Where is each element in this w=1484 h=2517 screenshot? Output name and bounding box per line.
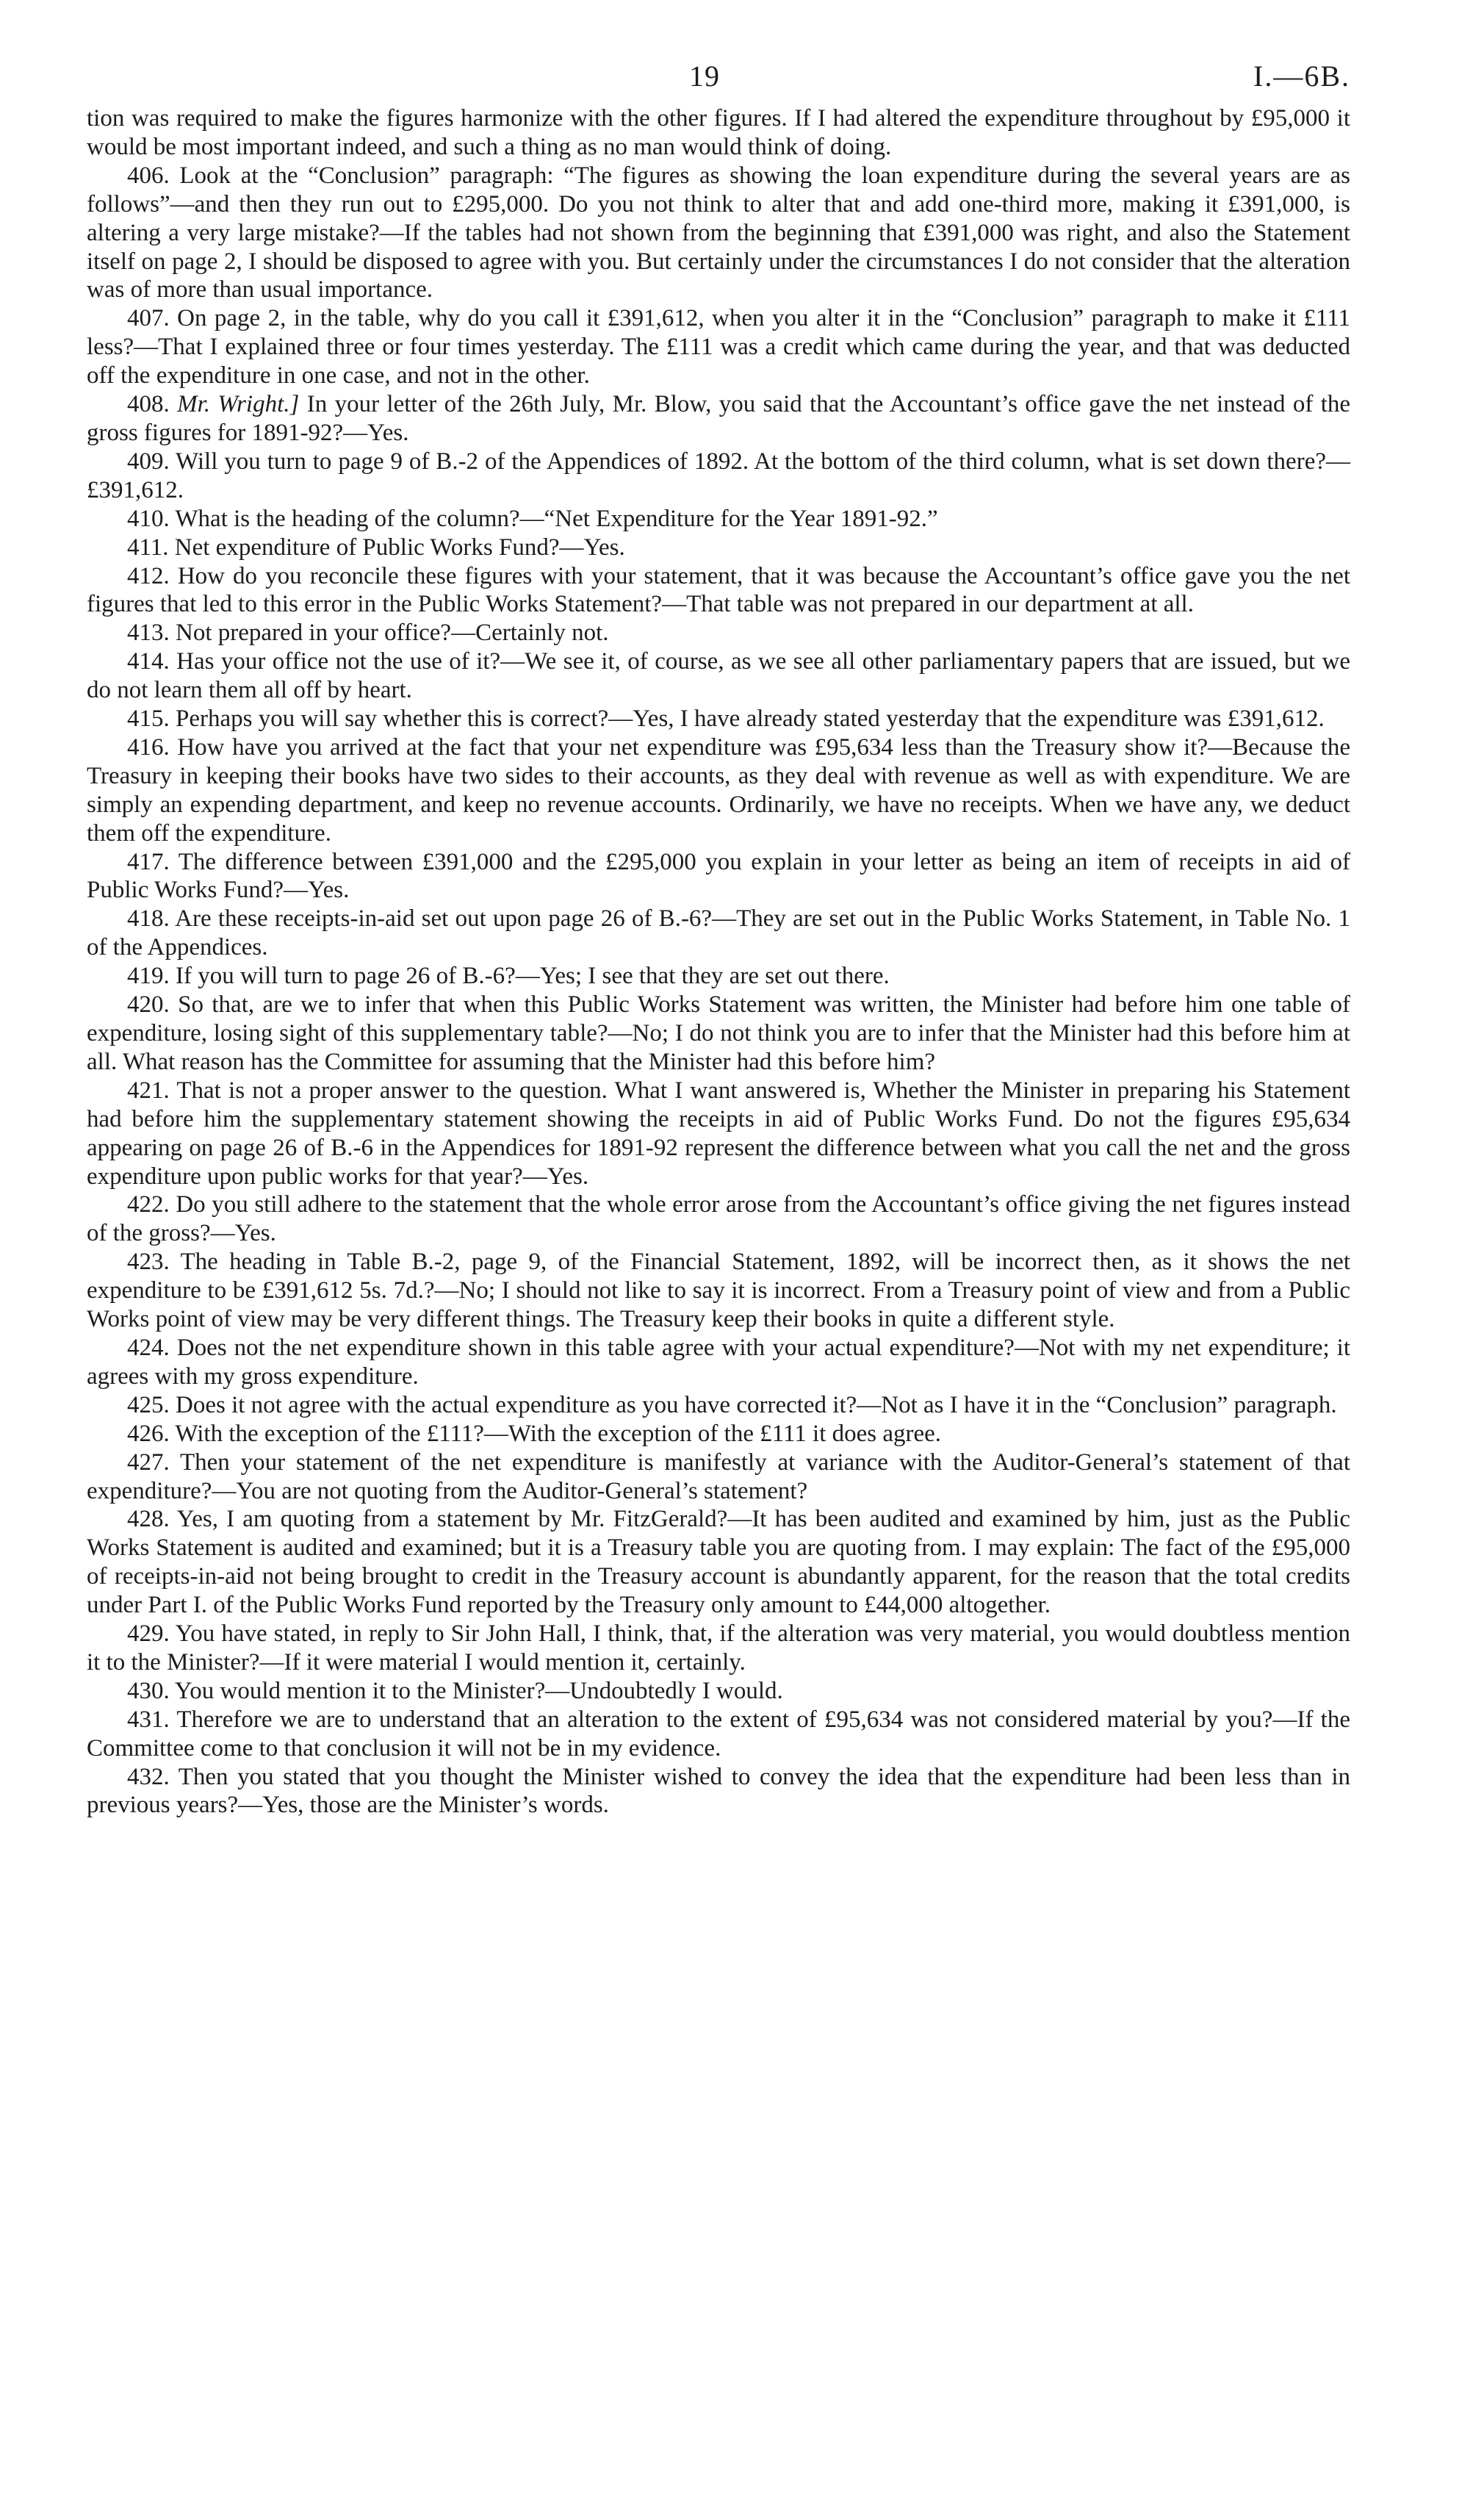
question-420: 420. So that, are we to infer that when this Public Works Statement was written, the Minister had before him one table of expenditure, losing sight of this supplementary table?—No; I do not think you are to infer that the Minister had this before him at all. What reason has the Committee for assuming that the Minister had this before him?	[87, 991, 1350, 1075]
question-419: 419. If you will turn to page 26 of B.-6?—Yes; I see that they are set out there.	[127, 963, 890, 990]
question-432: 432. Then you stated that you thought the Minister wished to convey the idea that the expenditure had been less than in previous years?—Yes, those are the Minister’s words.	[87, 1763, 1350, 1819]
question-430: 430. You would mention it to the Minister?—Undoubtedly I would.	[127, 1677, 783, 1704]
question-410: 410. What is the heading of the column?—“Net Expenditure for the Year 1891-92.”	[127, 505, 938, 532]
question-413: 413. Not prepared in your office?—Certainly not.	[127, 620, 609, 647]
question-421: 421. That is not a proper answer to the question. What I want answered is, Whether the Minister in preparing his Statement had before him the supplementary statement showing the receipts in aid of Public Works Fund. Do not the figures £95,634 appearing on page 26 of B.-6 in the Appendices for 1891-92 represent the difference between what you call the net and the gross expenditure upon public works for that year?—Yes.	[87, 1077, 1350, 1190]
question-423: 423. The heading in Table B.-2, page 9, of the Financial Statement, 1892, will be incorrect then, as it shows the net expenditure to be £391,612 5s. 7d.?—No; I should not like to say it is incorrect. From a Treasury point of view and from a Public Works point of view may be very different things. The Treasury keep their books in quite a different style.	[87, 1249, 1350, 1333]
question-415: 415. Perhaps you will say whether this is correct?—Yes, I have already stated yesterday that the expenditure was £391,612.	[127, 705, 1325, 733]
question-425: 425. Does it not agree with the actual expenditure as you have corrected it?—Not as I have it in the “Conclusion” paragraph.	[127, 1391, 1337, 1418]
question-406: 406. Look at the “Conclusion” paragraph: “The figures as showing the loan expenditure during the several years are as follows”—and then they run out to £295,000. Do you not think to alter that and add one-third more, making it £391,000, is altering a very large mistake?—If the tables had not shown from the beginning that £391,000 was right, and also the Statement itself on page 2, I should be disposed to agree with you. But certainly under the circumstances I do not consider that the alteration was of more than usual importance.	[87, 162, 1350, 304]
question-431: 431. Therefore we are to understand that an alteration to the extent of £95,634 was not considered material by you?—If the Committee come to that conclusion it will not be in my evidence.	[87, 1706, 1350, 1762]
speaker-name: Mr. Wright.]	[177, 391, 300, 418]
question-408	[87, 390, 1350, 448]
question-418: 418. Are these receipts-in-aid set out upon page 26 of B.-6?—They are set out in the Public Works Statement, in Table No. 1 of the Appendices.	[87, 905, 1350, 961]
question-number: 408.	[127, 391, 178, 418]
question-416: 416. How have you arrived at the fact that your net expenditure was £95,634 less than the Treasury show it?—Because the Treasury in keeping their books have two sides to their accounts, as they deal with revenue as well as with expenditure. We are simply an expending department, and keep no revenue accounts. Ordinarily, we have no receipts. When we have any, we deduct them off the expenditure.	[87, 733, 1350, 847]
question-409: 409. Will you turn to page 9 of B.-2 of the Appendices of 1892. At the bottom of the third column, what is set down there?—£391,612.	[87, 448, 1350, 503]
document-page	[87, 53, 1350, 1820]
question-424: 424. Does not the net expenditure shown in this table agree with your actual expenditure?—Not with my net expenditure; it agrees with my gross expenditure.	[87, 1334, 1350, 1390]
question-426: 426. With the exception of the £111?—With the exception of the £111 it does agree.	[127, 1420, 942, 1447]
question-414: 414. Has your office not the use of it?—We see it, of course, as we see all other parliamentary papers that are issued, but we do not learn them all off by heart.	[87, 648, 1350, 704]
question-417: 417. The difference between £391,000 and the £295,000 you explain in your letter as being an item of receipts in aid of Public Works Fund?—Yes.	[87, 848, 1350, 904]
question-422: 422. Do you still adhere to the statement that the whole error arose from the Accountant’s office giving the net figures instead of the gross?—Yes.	[87, 1191, 1350, 1247]
page-number: 19	[689, 60, 720, 93]
testimony-body	[87, 104, 1350, 1820]
question-407: 407. On page 2, in the table, why do you call it £391,612, when you alter it in the “Conclusion” paragraph to make it £111 less?—That I explained three or four times yesterday. The £111 was a credit which came during the year, and that was deducted off the expenditure in one case, and not in the other.	[87, 305, 1350, 389]
document-reference: I.—6B.	[1253, 60, 1350, 93]
question-429: 429. You have stated, in reply to Sir John Hall, I think, that, if the alteration was very material, you would doubtless mention it to the Minister?—If it were material I would mention it, certainly.	[87, 1620, 1350, 1676]
question-427: 427. Then your statement of the net expenditure is manifestly at variance with the Auditor-General’s statement of that expenditure?—You are not quoting from the Auditor-General’s statement?	[87, 1448, 1350, 1504]
question-428: 428. Yes, I am quoting from a statement by Mr. FitzGerald?—It has been audited and examined by him, just as the Public Works Statement is audited and examined; but it is a Treasury table you are quoting from. I may explain: The fact of the £95,000 of receipts-in-aid not being brought to credit in the Treasury account is abundantly apparent, for the reason that the total credits under Part I. of the Public Works Fund reported by the Treasury only amount to £44,000 altogether.	[87, 1506, 1350, 1619]
paragraph-continuation: tion was required to make the figures harmonize with the other figures. If I had altered the expenditure throughout by £95,000 it would be most important indeed, and such a thing as no man would think of doing.	[87, 105, 1350, 160]
running-head	[87, 53, 1350, 104]
question-text: In your letter of the 26th July, Mr. Blow, you said that the Accountant’s office gave the net instead of the gross figures for 1891-92?—Yes.	[87, 391, 1351, 446]
question-411: 411. Net expenditure of Public Works Fund?—Yes.	[127, 534, 625, 561]
question-412: 412. How do you reconcile these figures with your statement, that it was because the Accountant’s office gave you the net figures that led to this error in the Public Works Statement?—That table was not prepared in our department at all.	[87, 562, 1350, 618]
